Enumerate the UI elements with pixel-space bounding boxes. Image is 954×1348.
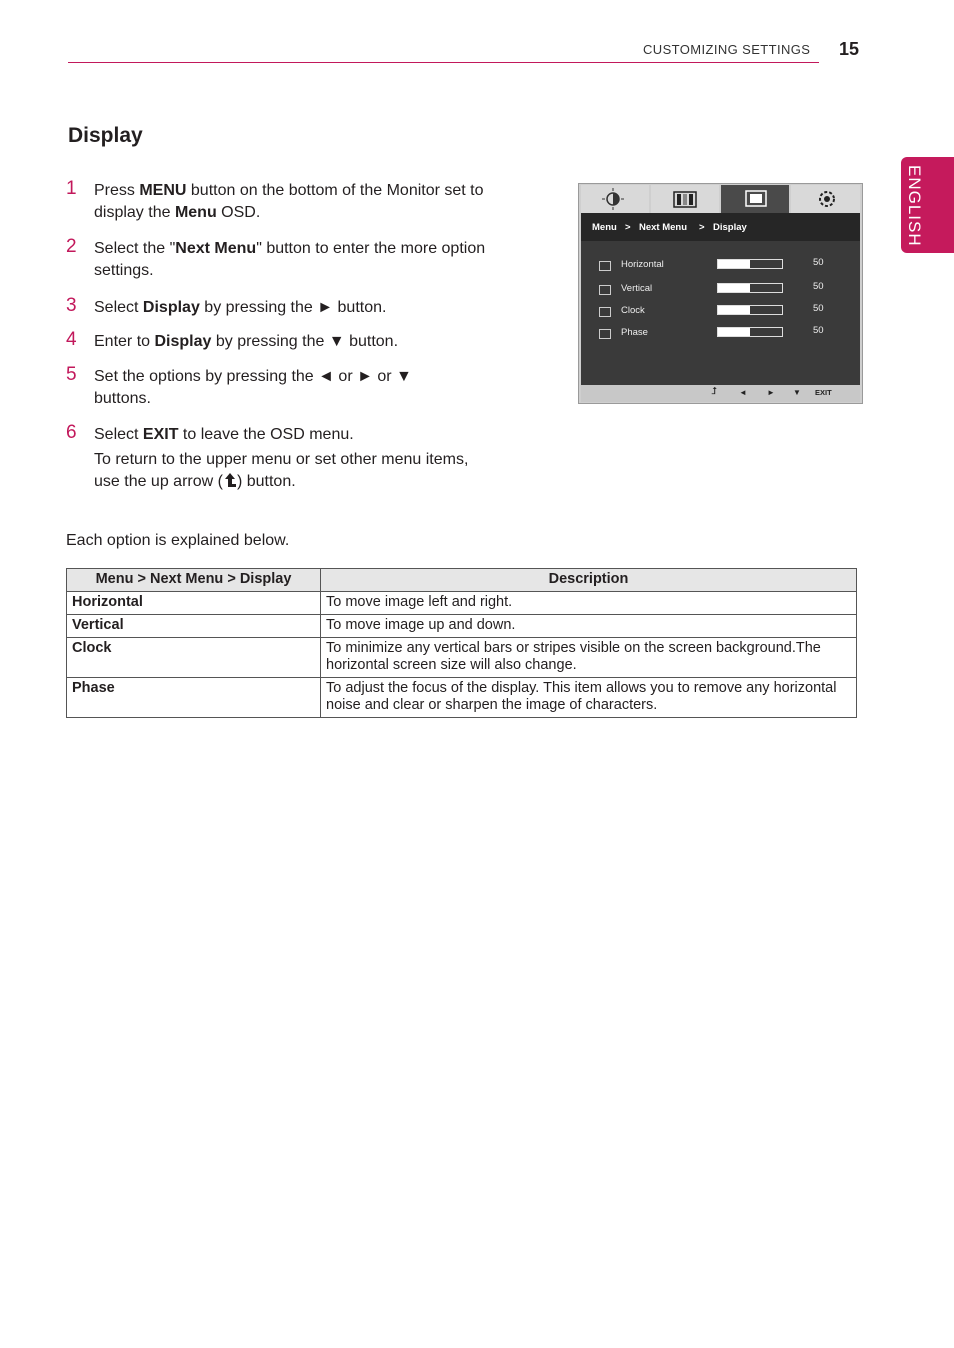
step-number: 1 — [66, 178, 77, 199]
table-cell-name: Clock — [67, 638, 321, 678]
table-cell-desc: To minimize any vertical bars or stripes visible on the screen background.The horizontal screen size will also change. — [321, 638, 857, 678]
vertical-icon — [599, 285, 611, 295]
osd-tab-bar — [581, 185, 860, 213]
table-row — [67, 592, 857, 615]
osd-row-vertical — [581, 281, 860, 301]
note-text-after: ) button. — [236, 473, 296, 490]
osd-right-button: ► — [767, 388, 775, 397]
step-number: 4 — [66, 329, 77, 350]
table-header-menu: Menu > Next Menu > Display — [67, 569, 321, 592]
osd-row-value: 50 — [813, 257, 824, 268]
step-text: Select Display by pressing the ► button. — [94, 299, 387, 316]
step-text: Set the options by pressing the ◄ or ► or ▼ buttons. — [94, 368, 412, 407]
osd-down-button: ▼ — [793, 388, 801, 397]
table-cell-desc: To adjust the focus of the display. This item allows you to remove any horizontal noise and clear or sharpen the image of characters. — [321, 678, 857, 718]
osd-up-button: ⮥ — [711, 386, 717, 397]
page-title: Display — [68, 124, 143, 147]
step-text: Select EXIT to leave the OSD menu. — [94, 426, 354, 443]
table-row — [67, 615, 857, 638]
horizontal-icon — [599, 261, 611, 271]
intro-text: Each option is explained below. — [66, 532, 290, 549]
osd-row-label: Vertical — [621, 283, 653, 294]
osd-screenshot — [578, 183, 863, 404]
step-text: Press MENU button on the bottom of the Monitor set to display the Menu OSD. — [94, 182, 484, 221]
brightness-icon — [581, 185, 649, 213]
table-cell-name: Phase — [67, 678, 321, 718]
note-text-before: To return to the upper menu or set other menu items, use the up arrow ( — [94, 451, 469, 490]
osd-row-value: 50 — [813, 325, 824, 336]
step-number: 3 — [66, 295, 77, 316]
header-rule — [68, 62, 819, 63]
osd-row-label: Phase — [621, 327, 648, 338]
step-number: 5 — [66, 364, 77, 385]
gear-icon — [791, 185, 860, 213]
osd-exit-button: EXIT — [815, 388, 832, 397]
osd-row-label: Horizontal — [621, 259, 664, 270]
osd-crumb-sep: > — [625, 222, 631, 233]
header-section-title: CUSTOMIZING SETTINGS — [643, 42, 811, 57]
osd-row-value: 50 — [813, 281, 824, 292]
clock-icon — [599, 307, 611, 317]
osd-tab-setup — [791, 185, 860, 213]
osd-slider — [717, 259, 783, 269]
step-text: Enter to Display by pressing the ▼ button. — [94, 333, 399, 350]
osd-tab-color — [651, 185, 719, 213]
osd-breadcrumb — [581, 213, 860, 241]
osd-crumb-next-menu: Next Menu — [639, 222, 688, 233]
color-bars-icon — [651, 185, 719, 213]
osd-crumb-menu: Menu — [592, 222, 617, 233]
table-cell-name: Vertical — [67, 615, 321, 638]
osd-crumb-sep: > — [699, 222, 705, 233]
osd-slider — [717, 327, 783, 337]
table-cell-name: Horizontal — [67, 592, 321, 615]
osd-row-value: 50 — [813, 303, 824, 314]
step-text: Select the "Next Menu" button to enter the more option settings. — [94, 240, 486, 279]
language-tab-label: ENGLISH — [905, 165, 924, 247]
table-header-description: Description — [321, 569, 857, 592]
display-icon — [721, 185, 789, 213]
table-cell-desc: To move image up and down. — [321, 615, 857, 638]
osd-slider — [717, 305, 783, 315]
language-tab — [901, 157, 954, 253]
step-number: 6 — [66, 422, 77, 443]
up-arrow-icon — [223, 472, 237, 488]
table-row — [67, 638, 857, 678]
osd-slider — [717, 283, 783, 293]
options-table — [66, 568, 857, 718]
osd-row-label: Clock — [621, 305, 645, 316]
osd-body — [581, 213, 860, 385]
phase-icon — [599, 329, 611, 339]
osd-row-horizontal — [581, 257, 860, 277]
table-row — [67, 678, 857, 718]
osd-tab-picture — [581, 185, 649, 213]
table-cell-desc: To move image left and right. — [321, 592, 857, 615]
step-number: 2 — [66, 236, 77, 257]
osd-row-phase — [581, 325, 860, 345]
osd-crumb-display: Display — [713, 222, 747, 233]
osd-row-clock — [581, 303, 860, 323]
osd-tab-display — [721, 185, 789, 213]
osd-footer — [581, 385, 860, 402]
page-number: 15 — [839, 39, 860, 59]
osd-left-button: ◄ — [739, 388, 747, 397]
